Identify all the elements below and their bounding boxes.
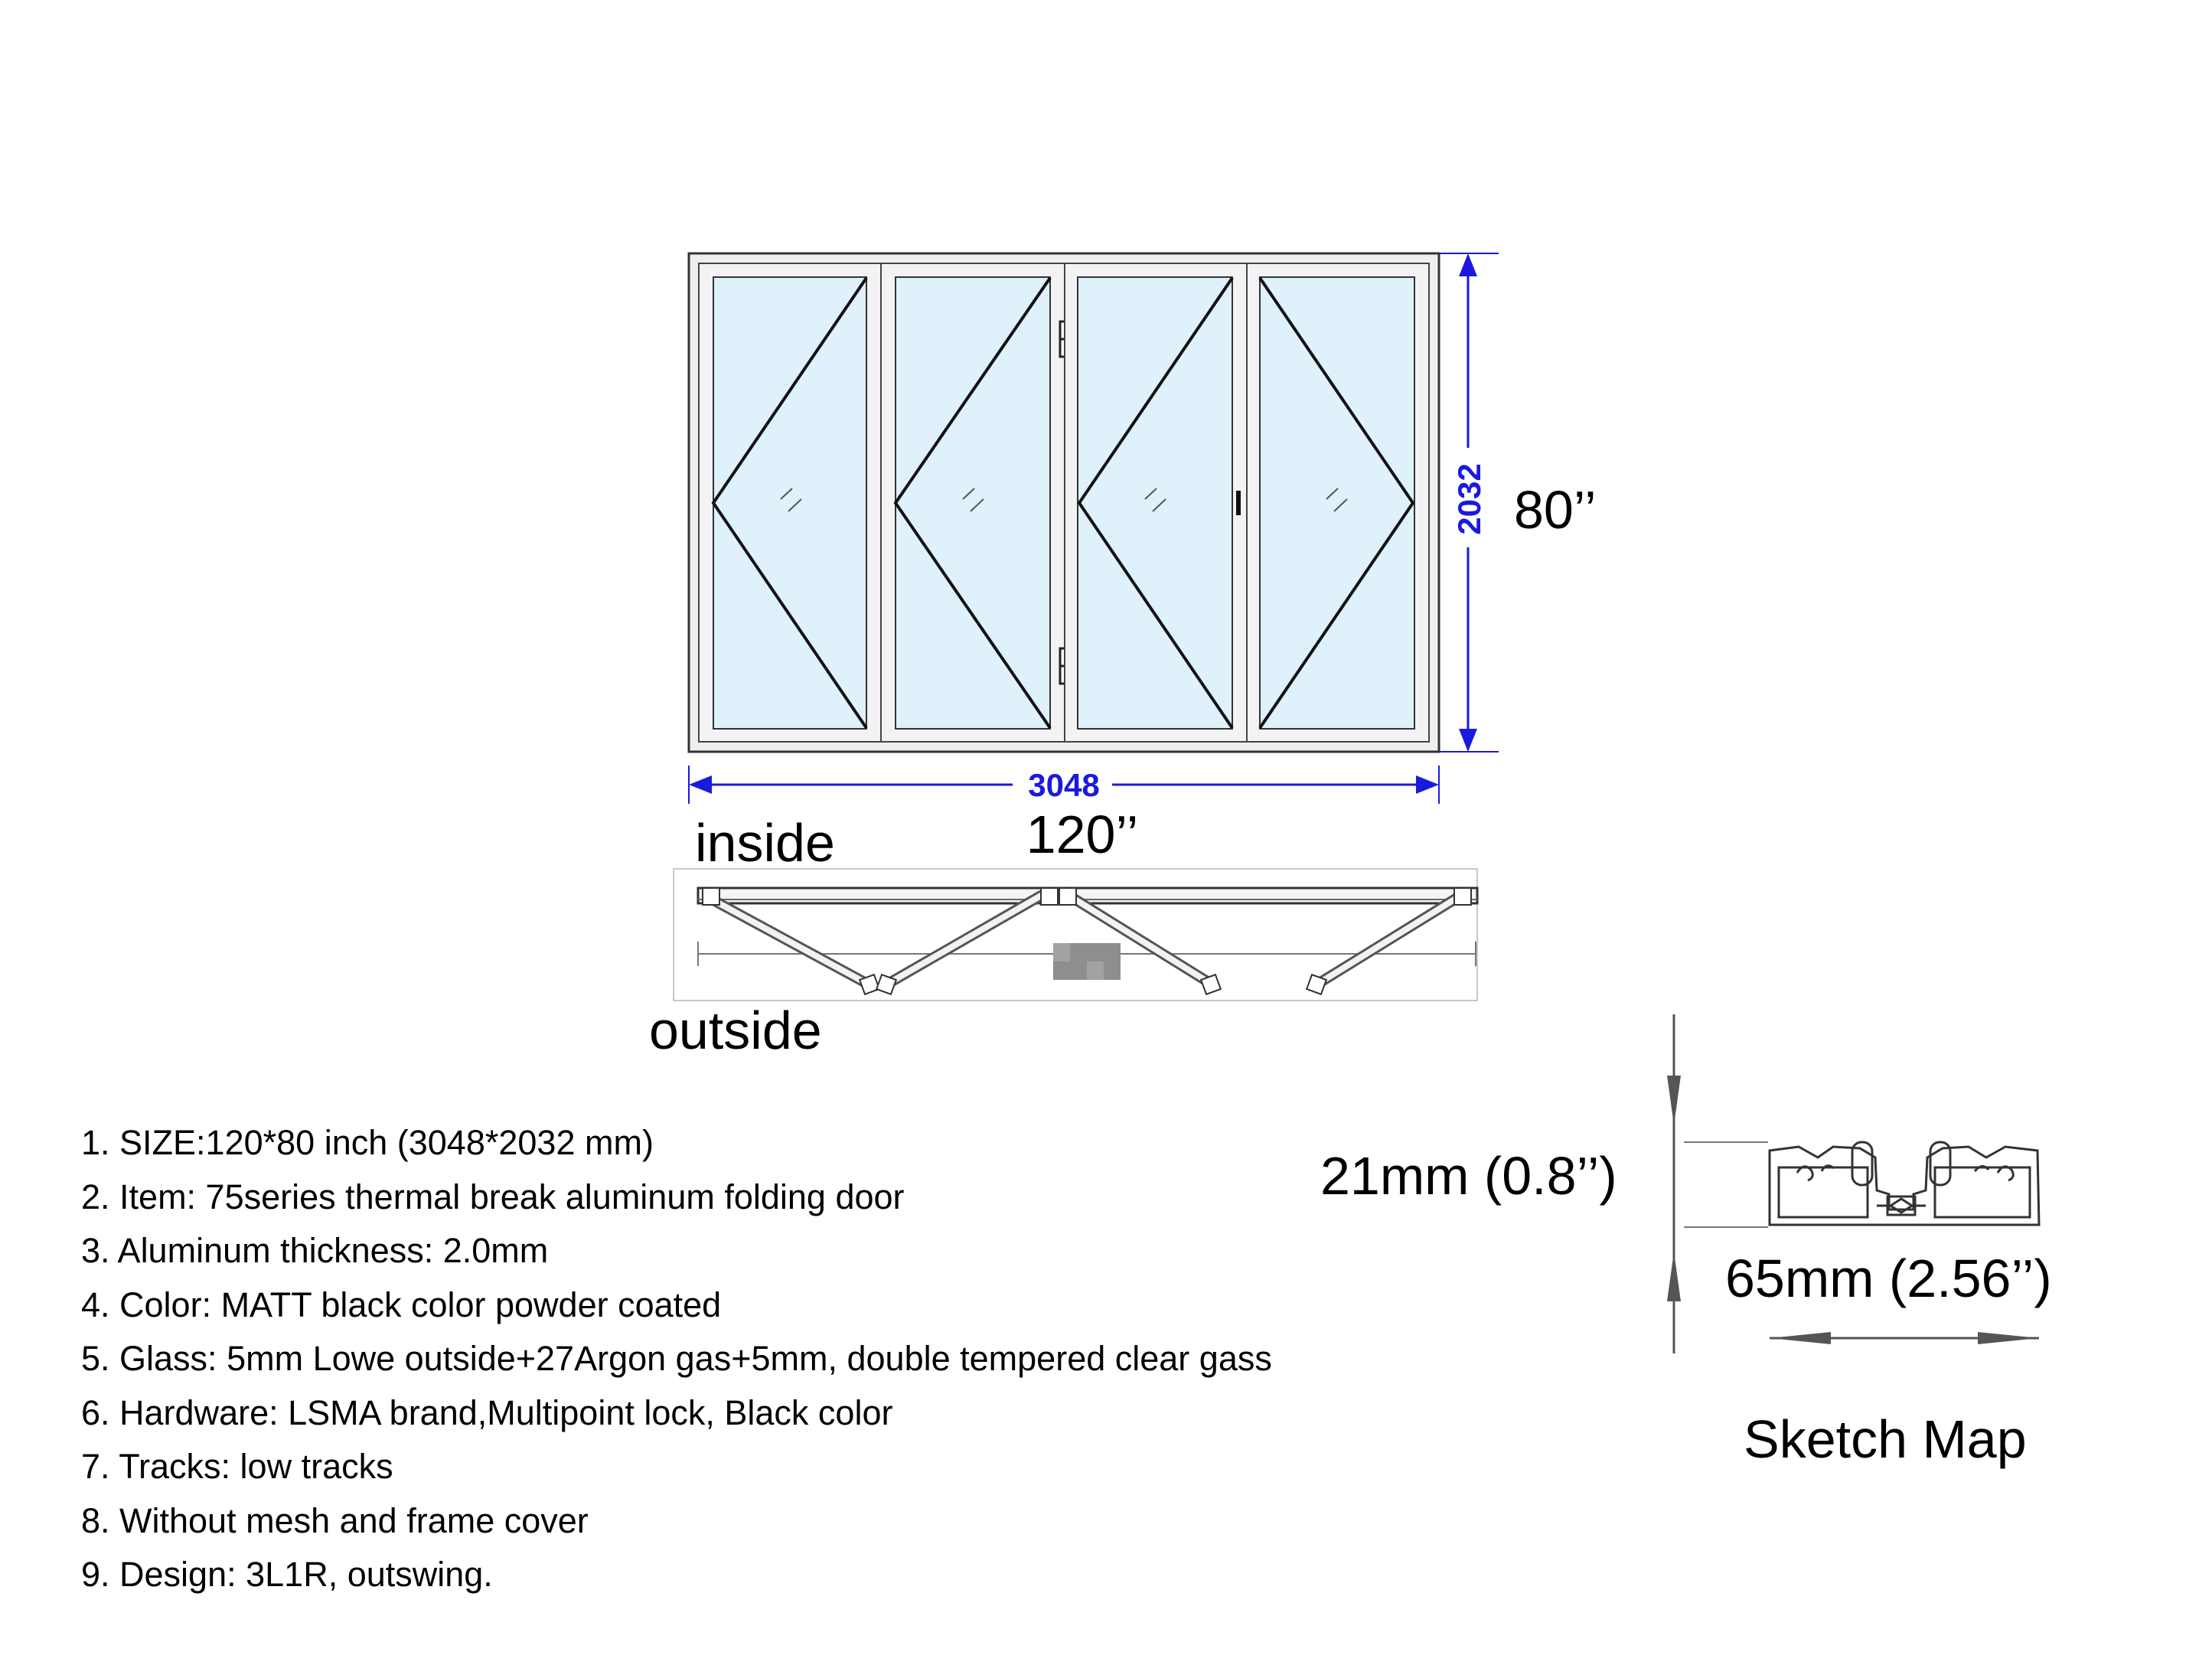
spec-item-tracks: 7. Tracks: low tracks	[81, 1447, 393, 1486]
door-panel-4	[1247, 263, 1429, 742]
width-inch-label: 120’’	[1026, 805, 1139, 864]
spec-list	[81, 1116, 1272, 1602]
height-inch-label: 80’’	[1514, 480, 1597, 540]
spec-item-glass: 5. Glass: 5mm Lowe outside+27Argon gas+5mm, double tempered clear gass	[81, 1339, 1272, 1378]
glass-pane	[713, 277, 866, 729]
profile-width-label: 65mm (2.56’’)	[1725, 1249, 2052, 1308]
door-panel-2	[881, 263, 1068, 742]
height-dimension	[1439, 253, 1499, 752]
glass-pane	[896, 277, 1050, 729]
outside-label: outside	[649, 1001, 822, 1060]
folded-leaf	[888, 896, 1041, 984]
spec-item-color: 4. Color: MATT black color powder coated	[81, 1285, 722, 1324]
door-panel-3	[1065, 263, 1253, 742]
front-elevation	[689, 253, 1439, 752]
spec-item-size: 1. SIZE:120*80 inch (3048*2032 mm)	[81, 1123, 654, 1162]
width-dimension	[689, 766, 1439, 804]
aluminum-profile-section	[1770, 1142, 2039, 1225]
height-mm-label: 2032	[1451, 463, 1487, 535]
glass-pane	[1078, 277, 1232, 729]
spec-item-item: 2. Item: 75series thermal break aluminum folding door	[81, 1177, 905, 1216]
left-arrow-icon	[1770, 1332, 1831, 1344]
door-panel-1	[699, 263, 881, 742]
sketch-map-caption: Sketch Map	[1744, 1409, 2027, 1469]
spec-item-hardware: 6. Hardware: LSMA brand,Multipoint lock, Black color	[81, 1392, 893, 1432]
up-arrow-icon	[1667, 1252, 1681, 1301]
inside-label: inside	[695, 813, 835, 873]
folded-leaf	[1318, 897, 1458, 984]
door-handle-icon	[1236, 491, 1241, 515]
down-arrow-icon	[1667, 1076, 1681, 1125]
profile-height-label: 21mm (0.8’’)	[1320, 1146, 1617, 1206]
right-arrow-icon	[1978, 1332, 2039, 1344]
plan-view	[674, 869, 1477, 1001]
glass-pane	[1260, 277, 1414, 729]
spec-item-mesh: 8. Without mesh and frame cover	[81, 1500, 589, 1540]
spec-item-design: 9. Design: 3L1R, outswing.	[81, 1555, 493, 1594]
spec-item-thickness: 3. Aluminum thickness: 2.0mm	[81, 1231, 549, 1270]
width-mm-label: 3048	[1028, 767, 1100, 803]
folded-leaf	[713, 900, 867, 984]
